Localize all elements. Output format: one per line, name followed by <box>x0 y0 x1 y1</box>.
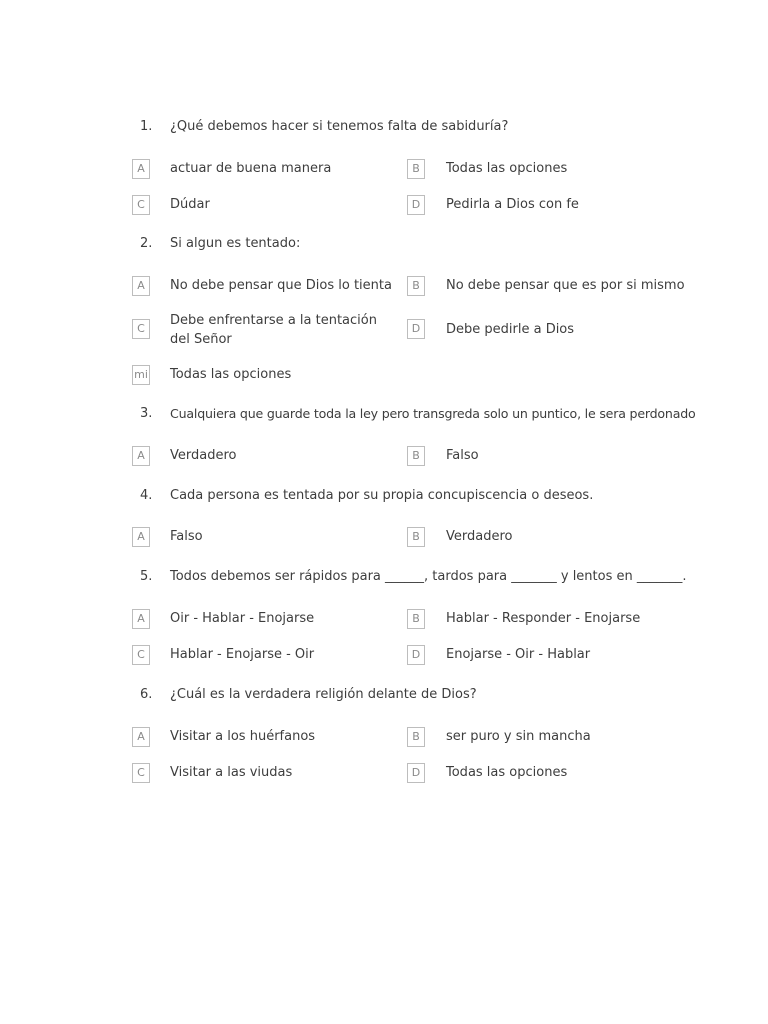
option-text[interactable]: Hablar - Enojarse - Oir <box>170 647 315 662</box>
option-letter-box[interactable]: C <box>132 763 150 783</box>
option-letter-box[interactable]: A <box>132 609 150 629</box>
option-letter-box[interactable]: A <box>132 727 150 747</box>
option-letter-box[interactable]: B <box>407 527 425 547</box>
option-text[interactable]: Verdadero <box>170 448 237 463</box>
option-text[interactable]: Visitar a los huérfanos <box>170 729 316 744</box>
question-text: ¿Cuál es la verdadera religión delante de Dios? <box>170 687 477 702</box>
option-text[interactable]: Visitar a las viudas <box>170 765 293 780</box>
option-text[interactable]: Dúdar <box>170 197 210 212</box>
option-text[interactable]: No debe pensar que Dios lo tienta <box>170 278 392 293</box>
question-text: Todos debemos ser rápidos para ______, tardos para _______ y lentos en _______. <box>170 569 687 584</box>
option-text[interactable]: Falso <box>446 448 479 463</box>
option-text[interactable]: Falso <box>170 529 203 544</box>
option-text[interactable]: ser puro y sin mancha <box>446 729 591 744</box>
question-text: Cada persona es tentada por su propia concupiscencia o deseos. <box>170 488 594 503</box>
option-letter-box[interactable]: C <box>132 319 150 339</box>
option-text[interactable]: Todas las opciones <box>170 367 292 382</box>
option-letter-box[interactable]: C <box>132 195 150 215</box>
option-letter-box[interactable]: B <box>407 159 425 179</box>
question-text: ¿Qué debemos hacer si tenemos falta de sabiduría? <box>170 119 509 134</box>
option-text[interactable]: Oir - Hablar - Enojarse <box>170 611 315 626</box>
option-letter-box[interactable]: A <box>132 527 150 547</box>
option-text[interactable]: Verdadero <box>446 529 513 544</box>
question-text: Cualquiera que guarde toda la ley pero transgreda solo un puntico, le sera perdonado <box>170 406 696 421</box>
option-letter-box[interactable]: D <box>407 763 425 783</box>
option-letter-box[interactable]: D <box>407 195 425 215</box>
option-letter-box[interactable]: A <box>132 276 150 296</box>
question-number: 5. <box>140 569 153 584</box>
option-letter-box[interactable]: C <box>132 645 150 665</box>
option-letter-box[interactable]: B <box>407 727 425 747</box>
option-letter-box[interactable]: A <box>132 159 150 179</box>
option-text[interactable]: Pedirla a Dios con fe <box>446 197 579 212</box>
option-letter-box[interactable]: B <box>407 276 425 296</box>
option-letter-box[interactable]: mi <box>132 365 150 385</box>
question-text: Si algun es tentado: <box>170 236 301 251</box>
option-letter-box[interactable]: D <box>407 319 425 339</box>
option-text[interactable]: No debe pensar que es por si mismo <box>446 278 685 293</box>
question-number: 6. <box>140 687 153 702</box>
option-text[interactable]: actuar de buena manera <box>170 161 332 176</box>
question-number: 1. <box>140 119 153 134</box>
question-number: 4. <box>140 488 153 503</box>
option-text[interactable]: Debe pedirle a Dios <box>446 322 575 337</box>
option-text[interactable]: Enojarse - Oir - Hablar <box>446 647 591 662</box>
option-text[interactable]: Hablar - Responder - Enojarse <box>446 611 641 626</box>
option-letter-box[interactable]: D <box>407 645 425 665</box>
question-number: 3. <box>140 406 153 421</box>
option-text[interactable]: Todas las opciones <box>446 765 568 780</box>
option-letter-box[interactable]: B <box>407 446 425 466</box>
option-text[interactable]: Todas las opciones <box>446 161 568 176</box>
option-letter-box[interactable]: A <box>132 446 150 466</box>
question-number: 2. <box>140 236 153 251</box>
option-text[interactable]: Debe enfrentarse a la tentación del Señor <box>170 313 377 347</box>
option-letter-box[interactable]: B <box>407 609 425 629</box>
